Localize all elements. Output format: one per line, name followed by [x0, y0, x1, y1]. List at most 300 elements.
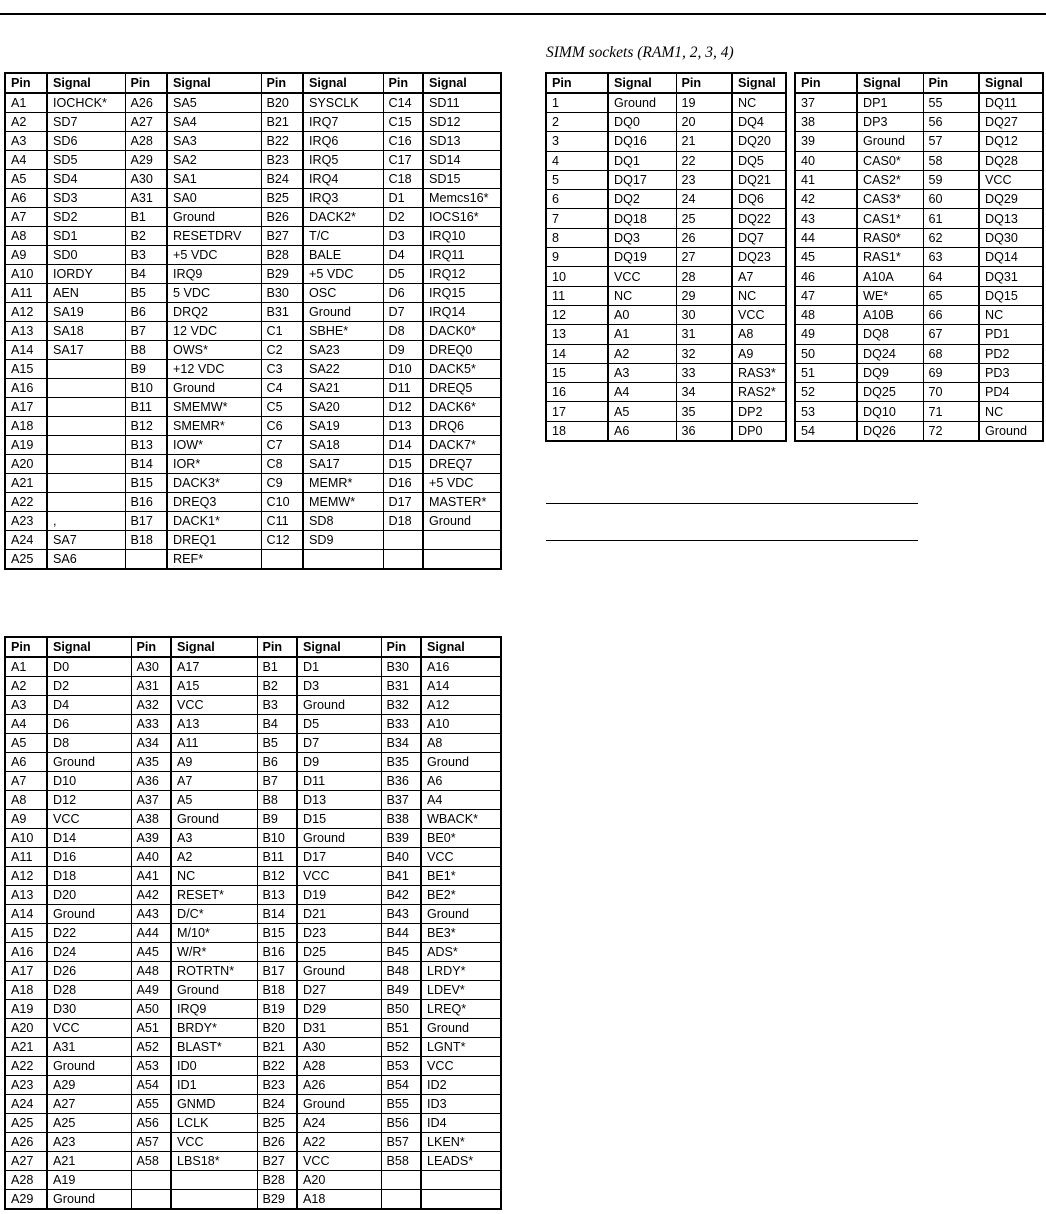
signal-cell: REF*	[167, 550, 261, 570]
pin-cell: A23	[5, 512, 47, 531]
pin-cell: D15	[383, 455, 423, 474]
header-row	[546, 73, 786, 93]
signal-column-header: Signal	[732, 73, 786, 93]
signal-cell: SA2	[167, 151, 261, 170]
pin-cell: B28	[261, 246, 303, 265]
pin-cell: B24	[261, 170, 303, 189]
signal-cell: SD0	[47, 246, 125, 265]
signal-cell: BRDY*	[171, 1019, 257, 1038]
table-row	[5, 905, 501, 924]
table-row	[5, 657, 501, 677]
signal-cell: BE1*	[421, 867, 501, 886]
signal-cell: VCC	[732, 305, 786, 324]
pin-cell: A31	[125, 189, 167, 208]
pin-cell: 49	[795, 325, 857, 344]
pin-cell: C16	[383, 132, 423, 151]
table-row	[5, 379, 501, 398]
pin-cell: B3	[257, 696, 297, 715]
signal-cell: A28	[297, 1057, 381, 1076]
signal-cell: ID1	[171, 1076, 257, 1095]
signal-cell: SA5	[167, 93, 261, 113]
pin-cell: 26	[676, 228, 732, 247]
pin-cell: 47	[795, 286, 857, 305]
signal-cell: NC	[979, 402, 1043, 421]
pin-cell: 50	[795, 344, 857, 363]
signal-cell: A31	[47, 1038, 131, 1057]
pin-cell: 71	[923, 402, 979, 421]
header-row	[5, 637, 501, 657]
pin-cell: B10	[125, 379, 167, 398]
pin-cell: C4	[261, 379, 303, 398]
signal-cell: +12 VDC	[167, 360, 261, 379]
signal-cell: A0	[608, 305, 676, 324]
signal-cell: SD13	[423, 132, 501, 151]
pin-cell: A21	[5, 474, 47, 493]
pin-cell: B9	[125, 360, 167, 379]
pin-cell: 39	[795, 132, 857, 151]
pin-cell: A30	[131, 657, 171, 677]
pin-cell: D17	[383, 493, 423, 512]
signal-cell: MASTER*	[423, 493, 501, 512]
table-row	[546, 267, 786, 286]
table-row	[5, 1019, 501, 1038]
signal-cell: DQ20	[732, 132, 786, 151]
table-row	[795, 325, 1043, 344]
pin-cell: C9	[261, 474, 303, 493]
pin-cell: B27	[261, 227, 303, 246]
pin-cell: 52	[795, 383, 857, 402]
signal-cell: IRQ4	[303, 170, 383, 189]
signal-cell: SA19	[47, 303, 125, 322]
signal-cell: ,	[47, 512, 125, 531]
signal-cell: SA7	[47, 531, 125, 550]
signal-cell: DP1	[857, 93, 923, 113]
signal-cell: SA17	[47, 341, 125, 360]
pin-column-header: Pin	[546, 73, 608, 93]
table-row	[5, 734, 501, 753]
pin-cell	[131, 1190, 171, 1210]
signal-column-header: Signal	[857, 73, 923, 93]
pin-cell: A55	[131, 1095, 171, 1114]
signal-cell: D2	[47, 677, 131, 696]
signal-cell: Ground	[303, 303, 383, 322]
table-row	[5, 417, 501, 436]
signal-cell: Ground	[979, 421, 1043, 441]
pin-cell: C1	[261, 322, 303, 341]
pin-cell: D13	[383, 417, 423, 436]
signal-cell: SMEMW*	[167, 398, 261, 417]
pin-cell: A36	[131, 772, 171, 791]
table-row	[546, 190, 786, 209]
pin-cell: 59	[923, 170, 979, 189]
signal-cell: ADS*	[421, 943, 501, 962]
pin-cell: D3	[383, 227, 423, 246]
pin-cell: 10	[546, 267, 608, 286]
table-row	[546, 421, 786, 441]
signal-cell: DREQ3	[167, 493, 261, 512]
pin-cell: D14	[383, 436, 423, 455]
pin-cell: 13	[546, 325, 608, 344]
pin-cell: B21	[261, 113, 303, 132]
signal-cell: A23	[47, 1133, 131, 1152]
signal-cell: Ground	[171, 981, 257, 1000]
signal-cell: D/C*	[171, 905, 257, 924]
pin-cell	[381, 1171, 421, 1190]
signal-cell: IRQ9	[171, 1000, 257, 1019]
pin-cell	[381, 1190, 421, 1210]
pin-cell: B26	[257, 1133, 297, 1152]
table-row	[5, 1190, 501, 1210]
table-row	[5, 886, 501, 905]
signal-column-header: Signal	[171, 637, 257, 657]
pin-cell: 45	[795, 248, 857, 267]
table-row	[5, 531, 501, 550]
pin-cell: A2	[5, 113, 47, 132]
pin-cell: C10	[261, 493, 303, 512]
table-row	[546, 170, 786, 189]
signal-cell: BE3*	[421, 924, 501, 943]
signal-cell: DACK3*	[167, 474, 261, 493]
signal-cell: LEADS*	[421, 1152, 501, 1171]
pin-cell: A10	[5, 265, 47, 284]
signal-cell: 5 VDC	[167, 284, 261, 303]
pin-cell: A56	[131, 1114, 171, 1133]
pin-cell: B16	[125, 493, 167, 512]
pin-cell: B14	[257, 905, 297, 924]
signal-cell: D19	[297, 886, 381, 905]
signal-cell: A17	[171, 657, 257, 677]
pin-cell: B7	[257, 772, 297, 791]
pin-cell: B37	[381, 791, 421, 810]
pin-cell: B12	[257, 867, 297, 886]
table-row	[546, 113, 786, 132]
table-row	[5, 246, 501, 265]
pin-cell: A28	[125, 132, 167, 151]
signal-cell: D27	[297, 981, 381, 1000]
pin-cell: B13	[125, 436, 167, 455]
signal-column-header: Signal	[167, 73, 261, 93]
signal-cell: A2	[171, 848, 257, 867]
pin-cell: B56	[381, 1114, 421, 1133]
signal-cell: A10	[421, 715, 501, 734]
signal-column-header: Signal	[423, 73, 501, 93]
signal-cell: Ground	[47, 905, 131, 924]
pin-cell: A3	[5, 696, 47, 715]
pin-cell: 5	[546, 170, 608, 189]
signal-column-header: Signal	[47, 637, 131, 657]
table-row	[795, 267, 1043, 286]
signal-cell: ID3	[421, 1095, 501, 1114]
signal-cell: D16	[47, 848, 131, 867]
signal-cell: NC	[608, 286, 676, 305]
table-row	[5, 1038, 501, 1057]
pin-cell: B54	[381, 1076, 421, 1095]
pin-cell: B2	[257, 677, 297, 696]
table-row	[5, 170, 501, 189]
signal-cell: DQ10	[857, 402, 923, 421]
signal-cell: SD8	[303, 512, 383, 531]
signal-cell: PD3	[979, 363, 1043, 382]
pin-cell: A45	[131, 943, 171, 962]
pin-cell: A1	[5, 93, 47, 113]
pin-cell: C11	[261, 512, 303, 531]
pin-cell: A42	[131, 886, 171, 905]
signal-cell: CAS2*	[857, 170, 923, 189]
signal-cell: A29	[47, 1076, 131, 1095]
pin-cell: A18	[5, 981, 47, 1000]
signal-cell: DACK0*	[423, 322, 501, 341]
signal-cell: BALE	[303, 246, 383, 265]
pin-cell: 24	[676, 190, 732, 209]
signal-cell: D15	[297, 810, 381, 829]
pin-cell: 33	[676, 363, 732, 382]
table-row	[795, 383, 1043, 402]
pin-cell: 61	[923, 209, 979, 228]
signal-cell: D10	[47, 772, 131, 791]
pin-cell: B6	[257, 753, 297, 772]
signal-cell: D5	[297, 715, 381, 734]
pin-column-header: Pin	[257, 637, 297, 657]
table-row	[795, 286, 1043, 305]
signal-cell: A16	[421, 657, 501, 677]
signal-cell	[47, 379, 125, 398]
pin-cell: B5	[125, 284, 167, 303]
pin-cell: A58	[131, 1152, 171, 1171]
signal-cell: DREQ7	[423, 455, 501, 474]
pin-cell: 36	[676, 421, 732, 441]
pin-cell: B17	[257, 962, 297, 981]
pin-cell: A4	[5, 151, 47, 170]
signal-cell: SA23	[303, 341, 383, 360]
signal-cell: A24	[297, 1114, 381, 1133]
pin-cell: A35	[131, 753, 171, 772]
pin-cell: B24	[257, 1095, 297, 1114]
header-row	[795, 73, 1043, 93]
signal-cell: A7	[732, 267, 786, 286]
signal-cell: DQ16	[608, 132, 676, 151]
signal-cell: SD11	[423, 93, 501, 113]
signal-cell: IRQ5	[303, 151, 383, 170]
signal-cell: RAS0*	[857, 228, 923, 247]
signal-cell: SA3	[167, 132, 261, 151]
signal-cell: A19	[47, 1171, 131, 1190]
table-row	[546, 132, 786, 151]
pin-cell: B12	[125, 417, 167, 436]
pin-cell: B18	[257, 981, 297, 1000]
signal-cell: CAS1*	[857, 209, 923, 228]
signal-cell: IOCS16*	[423, 208, 501, 227]
pin-cell: B3	[125, 246, 167, 265]
signal-cell: LBS18*	[171, 1152, 257, 1171]
pin-cell: A19	[5, 1000, 47, 1019]
pin-cell: C17	[383, 151, 423, 170]
table-row	[5, 1171, 501, 1190]
signal-cell: SD12	[423, 113, 501, 132]
pin-cell: B17	[125, 512, 167, 531]
signal-cell: IRQ14	[423, 303, 501, 322]
signal-cell: SA18	[47, 322, 125, 341]
pin-cell: B50	[381, 1000, 421, 1019]
signal-cell	[47, 474, 125, 493]
pin-cell: 19	[676, 93, 732, 113]
signal-cell: D14	[47, 829, 131, 848]
signal-cell: SMEMR*	[167, 417, 261, 436]
table-row	[5, 1057, 501, 1076]
signal-cell: DREQ1	[167, 531, 261, 550]
table-row	[5, 322, 501, 341]
signal-column-header: Signal	[47, 73, 125, 93]
pin-column-header: Pin	[261, 73, 303, 93]
signal-cell: LDEV*	[421, 981, 501, 1000]
pin-cell: A51	[131, 1019, 171, 1038]
signal-cell: A13	[171, 715, 257, 734]
signal-cell: IORDY	[47, 265, 125, 284]
pin-cell: 17	[546, 402, 608, 421]
pin-cell: C6	[261, 417, 303, 436]
pin-cell: A54	[131, 1076, 171, 1095]
table-row	[5, 772, 501, 791]
signal-cell: Ground	[47, 753, 131, 772]
pin-cell: 14	[546, 344, 608, 363]
pin-cell: B25	[261, 189, 303, 208]
signal-cell: A1	[608, 325, 676, 344]
signal-column-header: Signal	[303, 73, 383, 93]
pin-cell: B43	[381, 905, 421, 924]
pin-cell: 7	[546, 209, 608, 228]
table-row	[5, 227, 501, 246]
pin-cell: A13	[5, 322, 47, 341]
table-row	[795, 228, 1043, 247]
table-row	[5, 341, 501, 360]
pin-cell: B32	[381, 696, 421, 715]
signal-cell: RESET*	[171, 886, 257, 905]
table-row	[546, 248, 786, 267]
table-row	[546, 93, 786, 113]
pin-cell: D1	[383, 189, 423, 208]
table-row	[5, 151, 501, 170]
signal-cell: VCC	[608, 267, 676, 286]
pin-cell: 18	[546, 421, 608, 441]
signal-cell: VCC	[979, 170, 1043, 189]
signal-cell: DQ25	[857, 383, 923, 402]
signal-cell: DQ27	[979, 113, 1043, 132]
signal-cell: IRQ15	[423, 284, 501, 303]
pin-cell: B51	[381, 1019, 421, 1038]
pin-cell: B30	[381, 657, 421, 677]
pin-cell: D18	[383, 512, 423, 531]
signal-cell: D12	[47, 791, 131, 810]
signal-cell: VCC	[47, 810, 131, 829]
pin-cell: 60	[923, 190, 979, 209]
pin-cell: A18	[5, 417, 47, 436]
signal-cell: A20	[297, 1171, 381, 1190]
pin-cell: B49	[381, 981, 421, 1000]
pin-cell: B45	[381, 943, 421, 962]
pin-cell: A4	[5, 715, 47, 734]
table-row	[5, 436, 501, 455]
pin-cell: 22	[676, 151, 732, 170]
pin-cell: A49	[131, 981, 171, 1000]
table-row	[546, 383, 786, 402]
table-row	[5, 791, 501, 810]
pin-cell: D16	[383, 474, 423, 493]
signal-cell: VCC	[421, 848, 501, 867]
table-row	[5, 924, 501, 943]
pin-column-header: Pin	[923, 73, 979, 93]
signal-cell: WBACK*	[421, 810, 501, 829]
signal-cell: SD7	[47, 113, 125, 132]
signal-cell: SD15	[423, 170, 501, 189]
signal-cell: DRQ2	[167, 303, 261, 322]
signal-cell: SYSCLK	[303, 93, 383, 113]
pin-cell: B20	[261, 93, 303, 113]
signal-cell: DACK6*	[423, 398, 501, 417]
table-row	[546, 228, 786, 247]
simm-pinout-table-pins-1-36	[545, 72, 787, 442]
signal-cell: A10A	[857, 267, 923, 286]
pin-cell: A8	[5, 791, 47, 810]
table-row	[546, 325, 786, 344]
pin-column-header: Pin	[676, 73, 732, 93]
pin-cell: B55	[381, 1095, 421, 1114]
signal-cell: LCLK	[171, 1114, 257, 1133]
signal-cell: SD14	[423, 151, 501, 170]
pin-cell: A17	[5, 962, 47, 981]
signal-cell: DQ14	[979, 248, 1043, 267]
signal-cell: RAS2*	[732, 383, 786, 402]
pin-cell: A16	[5, 379, 47, 398]
signal-cell: SA20	[303, 398, 383, 417]
pin-cell: B7	[125, 322, 167, 341]
signal-cell: SA18	[303, 436, 383, 455]
pin-cell: 6	[546, 190, 608, 209]
pin-cell: C3	[261, 360, 303, 379]
signal-cell	[47, 360, 125, 379]
blank-rule-2	[546, 540, 918, 541]
table-row	[546, 402, 786, 421]
pin-cell: 2	[546, 113, 608, 132]
pin-cell: B4	[257, 715, 297, 734]
signal-cell: DQ8	[857, 325, 923, 344]
signal-cell: SD1	[47, 227, 125, 246]
pin-cell: A40	[131, 848, 171, 867]
signal-cell: LREQ*	[421, 1000, 501, 1019]
signal-cell: D18	[47, 867, 131, 886]
signal-cell: A26	[297, 1076, 381, 1095]
signal-cell: DQ22	[732, 209, 786, 228]
signal-cell: Ground	[423, 512, 501, 531]
header-row	[5, 73, 501, 93]
pin-cell: 68	[923, 344, 979, 363]
pin-cell: B8	[257, 791, 297, 810]
pin-cell: A43	[131, 905, 171, 924]
signal-cell: D21	[297, 905, 381, 924]
table-row	[5, 962, 501, 981]
signal-cell: SBHE*	[303, 322, 383, 341]
pin-cell: 62	[923, 228, 979, 247]
pin-cell: A20	[5, 1019, 47, 1038]
pin-cell: 32	[676, 344, 732, 363]
pin-cell: A11	[5, 848, 47, 867]
pin-cell: 23	[676, 170, 732, 189]
signal-cell: NC	[171, 867, 257, 886]
pin-cell	[261, 550, 303, 570]
table-row	[5, 829, 501, 848]
pin-cell: B19	[257, 1000, 297, 1019]
pin-column-header: Pin	[125, 73, 167, 93]
table-row	[5, 93, 501, 113]
signal-cell: A7	[171, 772, 257, 791]
